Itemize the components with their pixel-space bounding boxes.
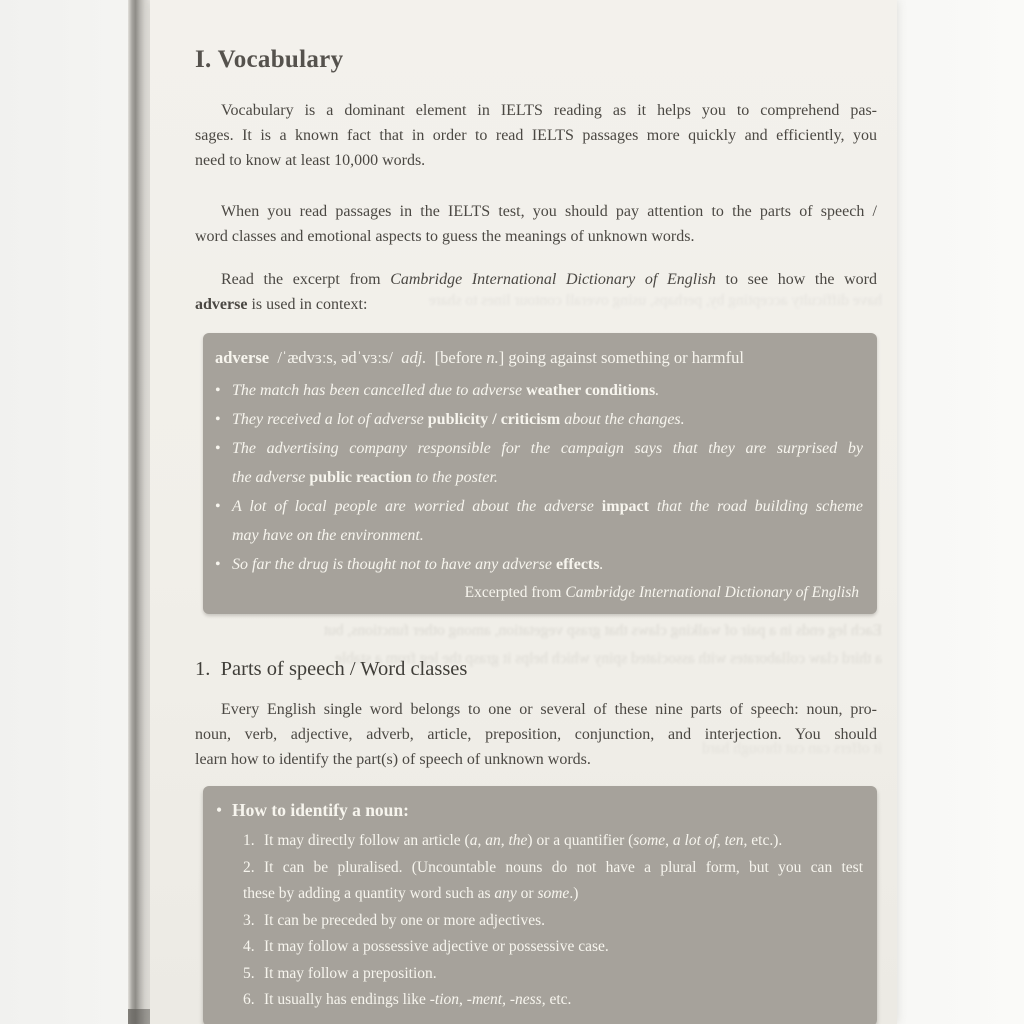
dictionary-source (215, 581, 863, 605)
text-run: -ment (466, 991, 503, 1008)
bullet-icon: • (215, 440, 221, 457)
text-run: It may follow a possessive adjective or possessive case. (264, 938, 609, 955)
bleedthrough-line: a third claw collaborates with associated spiny which helps it grasp the leg from a stable (334, 650, 882, 667)
bullet-icon: • (216, 800, 223, 820)
text-run: or (516, 885, 538, 902)
bleedthrough-line: it offers can cut through hard (701, 740, 882, 757)
text-run: effects (555, 556, 600, 573)
text-run: these by adding a quantity word such as (243, 885, 495, 902)
item-number: 6. (243, 991, 255, 1008)
text-line (243, 881, 863, 908)
text-run: , (500, 832, 509, 849)
text-line (232, 521, 863, 550)
text-line (243, 908, 863, 935)
noun-box (203, 786, 877, 1024)
text-line (215, 344, 863, 371)
text-run: , (477, 832, 486, 849)
bullet-icon: • (215, 556, 221, 573)
text-run: .) (569, 885, 579, 902)
text-run: an (485, 832, 501, 849)
noun-item-6 (243, 987, 863, 1014)
text-run: , (716, 832, 725, 849)
text-run: to see how the word (715, 271, 878, 288)
intro-paragraph-2 (195, 199, 877, 249)
text-run: noun, verb, adjective, adverb, article, preposition, conjunction, and interjection. You should (195, 726, 877, 743)
text-run: They received a lot of adverse (232, 411, 428, 428)
text-run: Vocabulary is a dominant element in IELTS reading as it helps you to comprehend pas- (221, 102, 877, 119)
dictionary-example (215, 550, 863, 579)
text-run: , (665, 832, 673, 849)
text-run: ) or a quantifier ( (527, 832, 634, 849)
dictionary-example (215, 376, 863, 405)
text-line (215, 376, 863, 405)
text-line (215, 550, 863, 579)
text-run: ten (724, 832, 744, 849)
dictionary-example (215, 405, 863, 434)
text-run: is used in context: (247, 296, 368, 313)
text-line (215, 434, 863, 463)
noun-item-3 (243, 908, 863, 935)
text-line (195, 199, 877, 224)
dictionary-example (215, 492, 863, 550)
bullet-icon: • (215, 411, 221, 428)
text-run: the (508, 832, 528, 849)
text-run: It can be preceded by one or more adjectives. (264, 911, 546, 929)
item-number: 1. (243, 832, 255, 849)
text-run: the adverse (232, 469, 310, 486)
text-run: How to identify a noun: (232, 800, 409, 820)
text-run: The advertising company responsible for the campaign says that they are surprised by (232, 440, 863, 457)
text-run: It may follow a preposition. (264, 964, 437, 982)
text-line (232, 463, 863, 492)
text-line (195, 267, 877, 292)
page-content (150, 44, 897, 1024)
text-run: weather conditions (526, 382, 656, 399)
bullet-icon: • (215, 498, 221, 515)
text-line (215, 492, 863, 521)
text-run: a lot of (672, 832, 717, 849)
text-line (216, 797, 863, 824)
text-run: that the road building scheme (648, 498, 863, 515)
text-line (195, 123, 877, 148)
text-run: Cambridge International Dictionary of English (565, 584, 859, 601)
text-line (243, 961, 863, 988)
text-line (243, 828, 863, 855)
text-run: , etc.). (743, 832, 783, 849)
text-run: , (502, 991, 510, 1008)
text-run: So far the drug is thought not to have any adverse (232, 556, 556, 573)
text-line (195, 98, 877, 123)
text-run: -tion (429, 991, 460, 1008)
text-run: /ˈædvɜːs, ədˈvɜːs/ (269, 348, 402, 367)
text-run: publicity / criticism (427, 411, 561, 428)
intro-paragraph-1 (195, 98, 877, 173)
text-line (195, 224, 877, 249)
text-run: to the poster. (411, 469, 498, 486)
text-run: some (633, 832, 666, 849)
text-run: . (599, 556, 604, 573)
section-paragraph (195, 697, 877, 772)
text-run: learn how to identify the part(s) of speech of unknown words. (195, 751, 591, 768)
text-run: It can be pluralised. (Uncountable nouns do not have a plural form, but you can test (264, 858, 863, 876)
noun-item-4 (243, 934, 863, 961)
text-run: adverse (215, 348, 270, 367)
text-run: any (494, 885, 517, 902)
page-title: I. Vocabulary (195, 46, 344, 73)
text-run: When you read passages in the IELTS test, you should pay attention to the parts of speech / (221, 203, 877, 220)
text-run: about the changes. (560, 411, 685, 428)
text-line (195, 148, 877, 173)
text-run: Excerpted from (464, 584, 566, 601)
noun-item-2 (243, 855, 863, 908)
text-run: It usually has endings like (264, 991, 430, 1008)
text-line (243, 855, 863, 882)
text-run: , (459, 991, 467, 1008)
text-line (215, 581, 859, 605)
intro-paragraph-3 (195, 267, 877, 317)
dictionary-box (203, 333, 877, 614)
text-run: n. (486, 348, 499, 367)
text-line (195, 292, 877, 317)
text-run: adverse (195, 296, 248, 313)
text-run: ] going against something or harmful (498, 348, 744, 367)
dictionary-headword (215, 344, 863, 371)
bleedthrough-line: Each leg ends in a pair of walking claws that grasp vegetation, among other functions, but (323, 622, 882, 639)
text-run: Read the excerpt from (221, 271, 391, 288)
text-run: need to know at least 10,000 words. (195, 152, 426, 169)
text-run: impact (601, 498, 649, 515)
text-line (195, 697, 877, 722)
noun-item-5 (243, 961, 863, 988)
noun-item-1 (243, 828, 863, 855)
text-run: may have on the environment. (232, 527, 424, 544)
text-run: adj. (401, 348, 427, 367)
text-run: , etc. (541, 991, 572, 1008)
book-page (150, 0, 897, 1024)
text-line (195, 747, 877, 772)
text-run: . (655, 382, 660, 399)
text-run: A lot of local people are worried about the adverse (232, 498, 602, 515)
bullet-icon: • (215, 382, 221, 399)
dictionary-example (215, 434, 863, 492)
text-run: Cambridge International Dictionary of English (390, 271, 716, 288)
text-run: Every English single word belongs to one or several of these nine parts of speech: noun, pro- (221, 701, 877, 718)
item-number: 4. (243, 938, 255, 955)
item-number: 5. (243, 964, 255, 982)
text-run: It may directly follow an article ( (264, 832, 470, 849)
item-number: 3. (243, 911, 255, 929)
text-run: [before (426, 348, 487, 367)
text-line (195, 722, 877, 747)
text-line (215, 405, 863, 434)
item-number: 2. (243, 858, 255, 876)
text-run: The match has been cancelled due to adverse (232, 382, 527, 399)
text-run: sages. It is a known fact that in order to read IELTS passages more quickly and efficiently, you (195, 127, 877, 144)
book-page-edge (128, 0, 150, 1024)
section-heading: 1. Parts of speech / Word classes (195, 658, 468, 680)
text-line (243, 934, 863, 961)
text-run: some (537, 885, 570, 902)
text-run: a (469, 832, 478, 849)
text-run: public reaction (309, 469, 412, 486)
bleedthrough-line: have difficulty accepting by, perhaps, using overall contour lines to share (428, 292, 882, 309)
text-run: word classes and emotional aspects to guess the meanings of unknown words. (195, 228, 695, 245)
noun-box-header (216, 797, 863, 824)
text-run: -ness (509, 991, 542, 1008)
text-line (243, 987, 863, 1014)
